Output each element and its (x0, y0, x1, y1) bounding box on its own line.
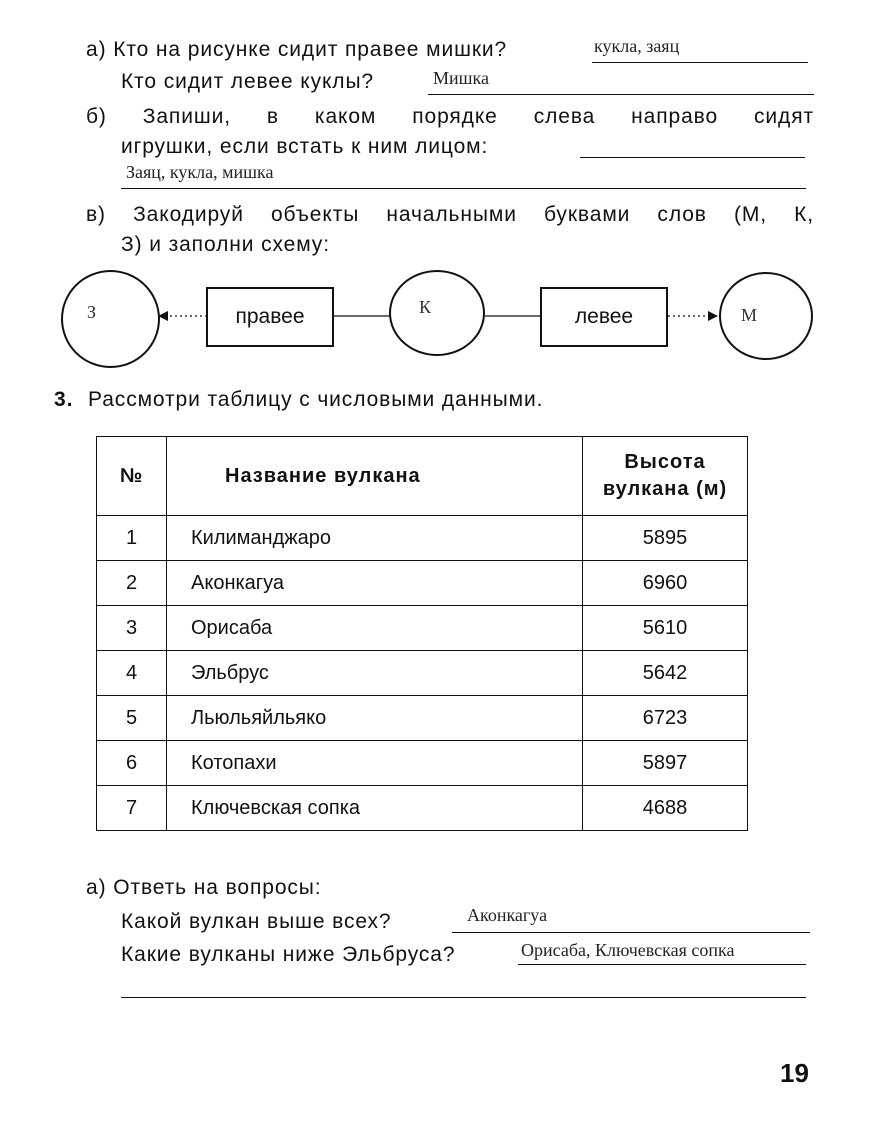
answer-line (452, 932, 810, 933)
answer-right-of-bear: кукла, заяц (594, 36, 680, 56)
circle-left-label: З (87, 302, 97, 322)
answer-line (121, 188, 806, 189)
row-num: 2 (97, 561, 167, 606)
table-row (97, 516, 748, 561)
question-b-line2: игрушки, если встать к ним лицом: (121, 135, 489, 158)
row-name: Аконкагуа (167, 561, 583, 606)
row-num: 1 (97, 516, 167, 561)
row-height: 4688 (583, 786, 748, 831)
row-name: Льюльяйльяко (167, 696, 583, 741)
circle-middle (389, 270, 485, 356)
answer-line (121, 997, 806, 998)
row-num: 5 (97, 696, 167, 741)
row-num: 4 (97, 651, 167, 696)
answer-highest: Аконкагуа (467, 905, 548, 925)
header-name: Название вулкана (167, 437, 583, 516)
question-v-line1: в) Закодируй объекты начальными буквами слов (М, К, (86, 203, 814, 226)
answer-line (428, 94, 814, 95)
row-name: Ключевская сопка (167, 786, 583, 831)
header-num: № (97, 437, 167, 516)
row-num: 3 (97, 606, 167, 651)
header-height-line2: вулкана (м) (602, 478, 728, 500)
table-row (97, 606, 748, 651)
question-a-right-of-bear: а) Кто на рисунке сидит правее мишки? (86, 38, 508, 61)
task-text: Рассмотри таблицу с числовыми данными. (88, 388, 544, 411)
row-num: 6 (97, 741, 167, 786)
answer-line (592, 62, 808, 63)
question-highest: Какой вулкан выше всех? (121, 910, 392, 933)
box-left-of: левее (540, 287, 668, 347)
row-height: 5642 (583, 651, 748, 696)
table-header-row (97, 437, 748, 516)
row-num: 7 (97, 786, 167, 831)
volcano-table (96, 436, 748, 831)
table-row (97, 561, 748, 606)
table-row (97, 741, 748, 786)
header-height (583, 437, 748, 516)
row-height: 5895 (583, 516, 748, 561)
row-height: 5897 (583, 741, 748, 786)
answer-line (518, 964, 806, 965)
answer-left-of-doll: Мишка (433, 68, 489, 88)
question-b-line1: б) Запиши, в каком порядке слева направо сидят (86, 105, 814, 128)
box-right-of: правее (206, 287, 334, 347)
answer-order: Заяц, кукла, мишка (126, 162, 274, 182)
table-row (97, 651, 748, 696)
row-height: 5610 (583, 606, 748, 651)
question-v-line2: З) и заполни схему: (121, 233, 330, 256)
circle-middle-label: К (419, 297, 432, 317)
questions-title: а) Ответь на вопросы: (86, 876, 322, 899)
row-name: Килиманджаро (167, 516, 583, 561)
row-name: Котопахи (167, 741, 583, 786)
page-number: 19 (780, 1058, 809, 1088)
question-a-left-of-doll: Кто сидит левее куклы? (121, 70, 375, 93)
answer-lower-than-elbrus: Орисаба, Ключевская сопка (521, 940, 735, 960)
task-number: 3. (54, 388, 74, 411)
row-height: 6723 (583, 696, 748, 741)
header-height-line1: Высота (624, 451, 706, 473)
row-name: Эльбрус (167, 651, 583, 696)
question-lower-than-elbrus: Какие вулканы ниже Эльбруса? (121, 943, 456, 966)
row-name: Орисаба (167, 606, 583, 651)
circle-right (719, 272, 813, 360)
circle-left (61, 270, 160, 368)
answer-line (580, 157, 805, 158)
circle-right-label: М (741, 305, 758, 325)
table-row (97, 786, 748, 831)
row-height: 6960 (583, 561, 748, 606)
table-row (97, 696, 748, 741)
